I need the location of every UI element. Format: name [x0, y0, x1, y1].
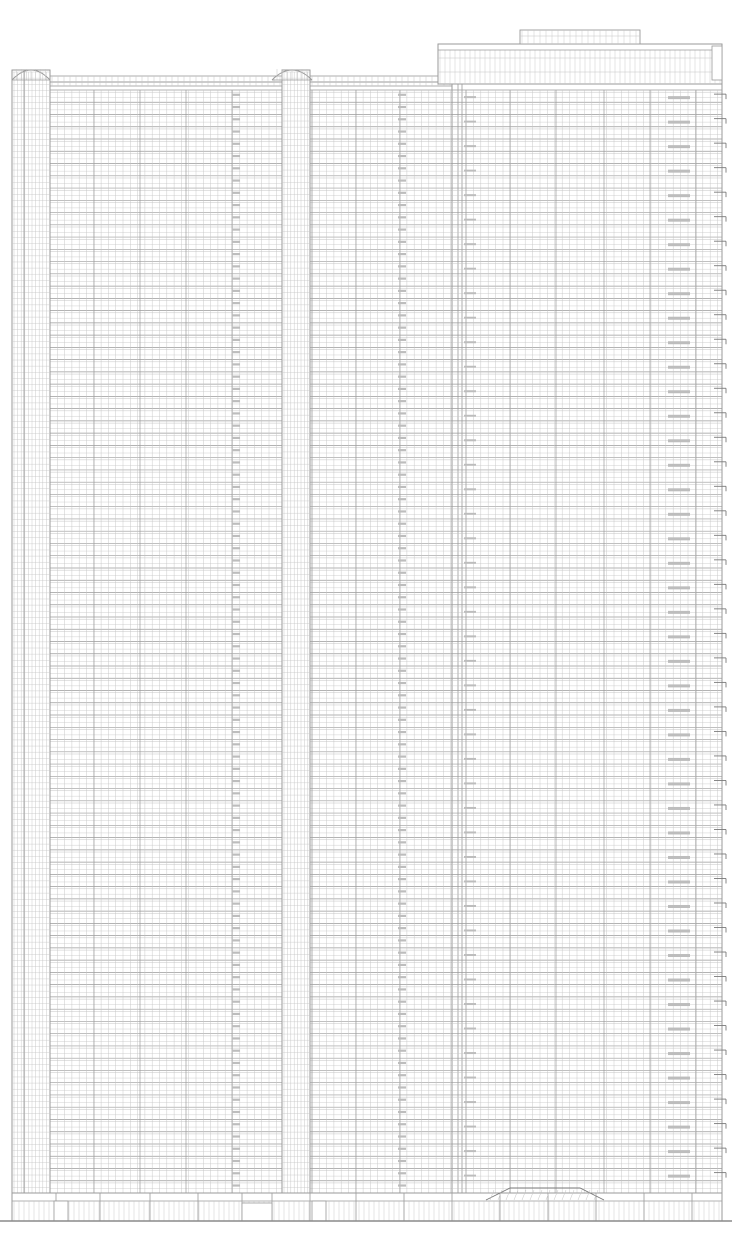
- vent-panel: [398, 1086, 406, 1088]
- vent-panel: [398, 498, 406, 500]
- balcony-panel: [668, 807, 690, 810]
- edge-panel: [464, 341, 476, 343]
- vent-panel: [398, 1050, 406, 1052]
- vent-panel: [232, 228, 240, 230]
- vent-panel: [398, 204, 406, 206]
- balcony-panel: [668, 488, 690, 491]
- vent-panel: [398, 682, 406, 684]
- edge-panel: [464, 439, 476, 441]
- vent-panel: [232, 1037, 240, 1039]
- vent-panel: [232, 1184, 240, 1186]
- vent-panel: [232, 192, 240, 194]
- edge-panel: [464, 1126, 476, 1128]
- balcony-panel: [668, 880, 690, 883]
- vent-panel: [398, 645, 406, 647]
- edge-panel: [464, 317, 476, 319]
- edge-panel: [464, 979, 476, 981]
- vent-panel: [232, 535, 240, 537]
- balcony-panel: [668, 121, 690, 124]
- vent-panel: [232, 596, 240, 598]
- vent-panel: [232, 547, 240, 549]
- vent-panel: [232, 841, 240, 843]
- balcony-panel: [668, 341, 690, 344]
- vent-panel: [232, 621, 240, 623]
- balcony-panel: [668, 831, 690, 834]
- edge-panel: [464, 268, 476, 270]
- edge-panel: [464, 390, 476, 392]
- vent-panel: [232, 510, 240, 512]
- vent-panel: [232, 523, 240, 525]
- vent-panel: [398, 363, 406, 365]
- balcony-panel: [668, 464, 690, 467]
- edge-panel: [464, 145, 476, 147]
- edge-panel: [464, 709, 476, 711]
- edge-panel: [464, 219, 476, 221]
- vent-panel: [398, 755, 406, 757]
- vent-panel: [232, 670, 240, 672]
- edge-panel: [464, 194, 476, 196]
- vent-panel: [232, 351, 240, 353]
- edge-panel: [464, 1003, 476, 1005]
- vent-panel: [232, 657, 240, 659]
- vent-panel: [232, 719, 240, 721]
- vent-panel: [398, 1037, 406, 1039]
- vent-panel: [398, 706, 406, 708]
- vent-panel: [232, 363, 240, 365]
- vent-panel: [232, 449, 240, 451]
- vent-panel: [232, 474, 240, 476]
- balcony-panel: [668, 1126, 690, 1129]
- vent-panel: [398, 719, 406, 721]
- vent-panel: [232, 498, 240, 500]
- vent-panel: [232, 866, 240, 868]
- edge-panel: [464, 782, 476, 784]
- vent-panel: [232, 143, 240, 145]
- balcony-panel: [668, 439, 690, 442]
- vent-panel: [398, 584, 406, 586]
- vent-panel: [398, 890, 406, 892]
- vent-panel: [232, 952, 240, 954]
- balcony-panel: [668, 170, 690, 173]
- vent-panel: [232, 1062, 240, 1064]
- entrance-door: [242, 1203, 272, 1221]
- edge-panel: [464, 1052, 476, 1054]
- vent-panel: [232, 376, 240, 378]
- edge-panel: [464, 96, 476, 98]
- vent-panel: [398, 425, 406, 427]
- vent-panel: [232, 437, 240, 439]
- vent-panel: [398, 265, 406, 267]
- vent-panel: [398, 964, 406, 966]
- edge-panel: [464, 464, 476, 466]
- balcony-panel: [668, 194, 690, 197]
- balcony-panel: [668, 684, 690, 687]
- vent-panel: [398, 939, 406, 941]
- edge-panel: [464, 758, 476, 760]
- vent-panel: [398, 841, 406, 843]
- vent-panel: [232, 167, 240, 169]
- vent-panel: [398, 327, 406, 329]
- edge-panel: [464, 415, 476, 417]
- vent-panel: [232, 743, 240, 745]
- vent-panel: [398, 216, 406, 218]
- balcony-panel: [668, 562, 690, 565]
- vent-panel: [398, 302, 406, 304]
- vent-panel: [398, 743, 406, 745]
- crown-end-fin: [712, 46, 722, 80]
- edge-panel: [464, 121, 476, 123]
- vent-panel: [232, 854, 240, 856]
- edge-panel: [464, 562, 476, 564]
- vent-panel: [398, 376, 406, 378]
- podium-outline: [12, 1193, 722, 1221]
- vent-panel: [398, 694, 406, 696]
- vent-panel: [232, 302, 240, 304]
- edge-panel: [464, 733, 476, 735]
- vent-panel: [398, 621, 406, 623]
- vent-panel: [232, 106, 240, 108]
- vent-panel: [232, 118, 240, 120]
- vent-panel: [232, 633, 240, 635]
- balcony-panel: [668, 390, 690, 393]
- edge-panel: [464, 611, 476, 613]
- vent-panel: [232, 1074, 240, 1076]
- vent-panel: [398, 388, 406, 390]
- vent-panel: [232, 155, 240, 157]
- balcony-panel: [668, 1028, 690, 1031]
- edge-panel: [464, 880, 476, 882]
- side-entrance: [54, 1201, 68, 1221]
- vent-panel: [398, 572, 406, 574]
- edge-panel: [464, 243, 476, 245]
- vent-panel: [398, 351, 406, 353]
- vent-panel: [398, 1111, 406, 1113]
- balcony-panel: [668, 1101, 690, 1104]
- balcony-panel: [668, 979, 690, 982]
- edge-panel: [464, 366, 476, 368]
- balcony-panel: [668, 317, 690, 320]
- vent-panel: [232, 572, 240, 574]
- vent-panel: [232, 461, 240, 463]
- edge-panel: [464, 537, 476, 539]
- edge-panel: [464, 1077, 476, 1079]
- vent-panel: [232, 314, 240, 316]
- balcony-panel: [668, 905, 690, 908]
- edge-panel: [464, 905, 476, 907]
- vent-panel: [398, 1062, 406, 1064]
- edge-panel: [464, 1150, 476, 1152]
- vent-panel: [232, 253, 240, 255]
- vent-panel: [232, 265, 240, 267]
- edge-panel: [464, 586, 476, 588]
- vent-panel: [398, 547, 406, 549]
- edge-panel: [464, 954, 476, 956]
- vent-panel: [232, 804, 240, 806]
- vent-panel: [232, 327, 240, 329]
- vent-panel: [398, 952, 406, 954]
- edge-panel: [464, 635, 476, 637]
- vent-panel: [232, 1172, 240, 1174]
- vent-panel: [398, 118, 406, 120]
- vent-panel: [398, 241, 406, 243]
- balcony-panel: [668, 292, 690, 295]
- edge-panel: [464, 488, 476, 490]
- vent-panel: [232, 939, 240, 941]
- vent-panel: [398, 290, 406, 292]
- vent-panel: [232, 486, 240, 488]
- vent-panel: [232, 559, 240, 561]
- edge-panel: [464, 660, 476, 662]
- vent-panel: [398, 412, 406, 414]
- edge-panel: [464, 1175, 476, 1177]
- edge-panel: [464, 1101, 476, 1103]
- vent-panel: [232, 130, 240, 132]
- vent-panel: [398, 1123, 406, 1125]
- vent-panel: [398, 449, 406, 451]
- vent-panel: [398, 878, 406, 880]
- vent-panel: [398, 657, 406, 659]
- vent-panel: [232, 1111, 240, 1113]
- vent-panel: [232, 1123, 240, 1125]
- vent-panel: [398, 608, 406, 610]
- vent-panel: [398, 106, 406, 108]
- podium-base: [12, 1188, 722, 1221]
- balcony-panel: [668, 219, 690, 222]
- balcony-panel: [668, 611, 690, 614]
- vent-panel: [232, 988, 240, 990]
- vent-panel: [232, 400, 240, 402]
- balcony-panel: [668, 733, 690, 736]
- edge-panel: [464, 807, 476, 809]
- vent-panel: [232, 1135, 240, 1137]
- vent-panel: [398, 1160, 406, 1162]
- crown-penthouse: [520, 30, 640, 44]
- vent-panel: [398, 510, 406, 512]
- vent-panel: [398, 1184, 406, 1186]
- vent-panel: [232, 1001, 240, 1003]
- balcony-panel: [668, 145, 690, 148]
- vent-panel: [398, 1025, 406, 1027]
- middle-core-outline: [282, 70, 310, 1193]
- balcony-panel: [668, 1150, 690, 1153]
- vent-panel: [232, 1160, 240, 1162]
- left-stair-core: [12, 70, 50, 1193]
- edge-panel: [464, 1028, 476, 1030]
- edge-panel: [464, 930, 476, 932]
- vent-panel: [398, 915, 406, 917]
- balcony-panel: [668, 1052, 690, 1055]
- vent-panel: [232, 645, 240, 647]
- vent-panel: [398, 167, 406, 169]
- vent-panel: [398, 596, 406, 598]
- vent-panel: [232, 964, 240, 966]
- balcony-panel: [668, 1003, 690, 1006]
- vent-panel: [398, 1013, 406, 1015]
- vent-panel: [232, 768, 240, 770]
- vent-panel: [398, 988, 406, 990]
- vent-panel: [232, 216, 240, 218]
- vent-panel: [398, 633, 406, 635]
- vent-panel: [398, 866, 406, 868]
- vent-panel: [232, 829, 240, 831]
- vent-panel: [232, 94, 240, 96]
- vent-panel: [232, 817, 240, 819]
- vent-panel: [232, 780, 240, 782]
- vent-panel: [232, 915, 240, 917]
- vent-panel: [232, 241, 240, 243]
- vent-panel: [398, 535, 406, 537]
- vent-panel: [398, 314, 406, 316]
- vent-panel: [398, 731, 406, 733]
- edge-panel: [464, 684, 476, 686]
- vent-panel: [232, 179, 240, 181]
- vent-panel: [232, 1099, 240, 1101]
- vent-panel: [398, 130, 406, 132]
- edge-panel: [464, 856, 476, 858]
- vent-panel: [398, 155, 406, 157]
- vent-panel: [398, 559, 406, 561]
- vent-panel: [398, 829, 406, 831]
- vent-panel: [232, 1086, 240, 1088]
- vent-panel: [232, 1013, 240, 1015]
- vent-panel: [398, 179, 406, 181]
- balcony-panel: [668, 1175, 690, 1178]
- edge-panel: [464, 170, 476, 172]
- vent-panel: [398, 817, 406, 819]
- vent-panel: [232, 1148, 240, 1150]
- vent-panel: [232, 890, 240, 892]
- vent-panel: [232, 792, 240, 794]
- balcony-panel: [668, 635, 690, 638]
- vent-panel: [398, 1074, 406, 1076]
- vent-panel: [398, 400, 406, 402]
- vent-panel: [398, 1135, 406, 1137]
- vent-panel: [232, 682, 240, 684]
- vent-panel: [232, 425, 240, 427]
- vent-panel: [398, 278, 406, 280]
- vent-panel: [398, 523, 406, 525]
- edge-panel: [464, 831, 476, 833]
- vent-panel: [232, 412, 240, 414]
- vent-panel: [398, 804, 406, 806]
- vent-panel: [232, 278, 240, 280]
- vent-panel: [398, 670, 406, 672]
- balcony-panel: [668, 758, 690, 761]
- vent-panel: [398, 192, 406, 194]
- vent-panel: [398, 486, 406, 488]
- vent-panel: [232, 878, 240, 880]
- balcony-panel: [668, 586, 690, 589]
- vent-panel: [232, 339, 240, 341]
- balcony-panel: [668, 366, 690, 369]
- middle-stair-core: [282, 70, 310, 1193]
- vent-panel: [398, 780, 406, 782]
- edge-panel: [464, 513, 476, 515]
- vent-panel: [398, 1001, 406, 1003]
- balcony-panel: [668, 856, 690, 859]
- balcony-panel: [668, 243, 690, 246]
- vent-panel: [398, 792, 406, 794]
- vent-panel: [398, 768, 406, 770]
- balcony-panel: [668, 709, 690, 712]
- vent-panel: [398, 854, 406, 856]
- vent-panel: [232, 1050, 240, 1052]
- vent-panel: [232, 1025, 240, 1027]
- vent-panel: [232, 204, 240, 206]
- vent-panel: [398, 339, 406, 341]
- vent-panel: [398, 903, 406, 905]
- vent-panel: [232, 584, 240, 586]
- vent-panel: [398, 1099, 406, 1101]
- vent-panel: [398, 927, 406, 929]
- balcony-panel: [668, 537, 690, 540]
- vent-panel: [232, 290, 240, 292]
- balcony-panel: [668, 954, 690, 957]
- vent-panel: [232, 694, 240, 696]
- balcony-panel: [668, 782, 690, 785]
- vent-panel: [232, 608, 240, 610]
- vent-panel: [232, 731, 240, 733]
- balcony-panel: [668, 1077, 690, 1080]
- balcony-panel: [668, 660, 690, 663]
- balcony-panel: [668, 930, 690, 933]
- vent-panel: [398, 253, 406, 255]
- balcony-panel: [668, 513, 690, 516]
- vent-panel: [398, 228, 406, 230]
- vent-panel: [398, 143, 406, 145]
- edge-panel: [464, 292, 476, 294]
- balcony-panel: [668, 268, 690, 271]
- balcony-panel: [668, 96, 690, 99]
- vent-panel: [398, 94, 406, 96]
- vent-panel: [232, 927, 240, 929]
- vent-panel: [398, 437, 406, 439]
- vent-panel: [398, 1148, 406, 1150]
- vent-panel: [232, 388, 240, 390]
- vent-panel: [398, 461, 406, 463]
- balcony-panel: [668, 415, 690, 418]
- vent-panel: [398, 976, 406, 978]
- vent-panel: [232, 903, 240, 905]
- vent-panel: [232, 706, 240, 708]
- vent-panel: [398, 474, 406, 476]
- vent-panel: [232, 755, 240, 757]
- side-entrance: [312, 1201, 326, 1221]
- vent-panel: [232, 976, 240, 978]
- vent-panel: [398, 1172, 406, 1174]
